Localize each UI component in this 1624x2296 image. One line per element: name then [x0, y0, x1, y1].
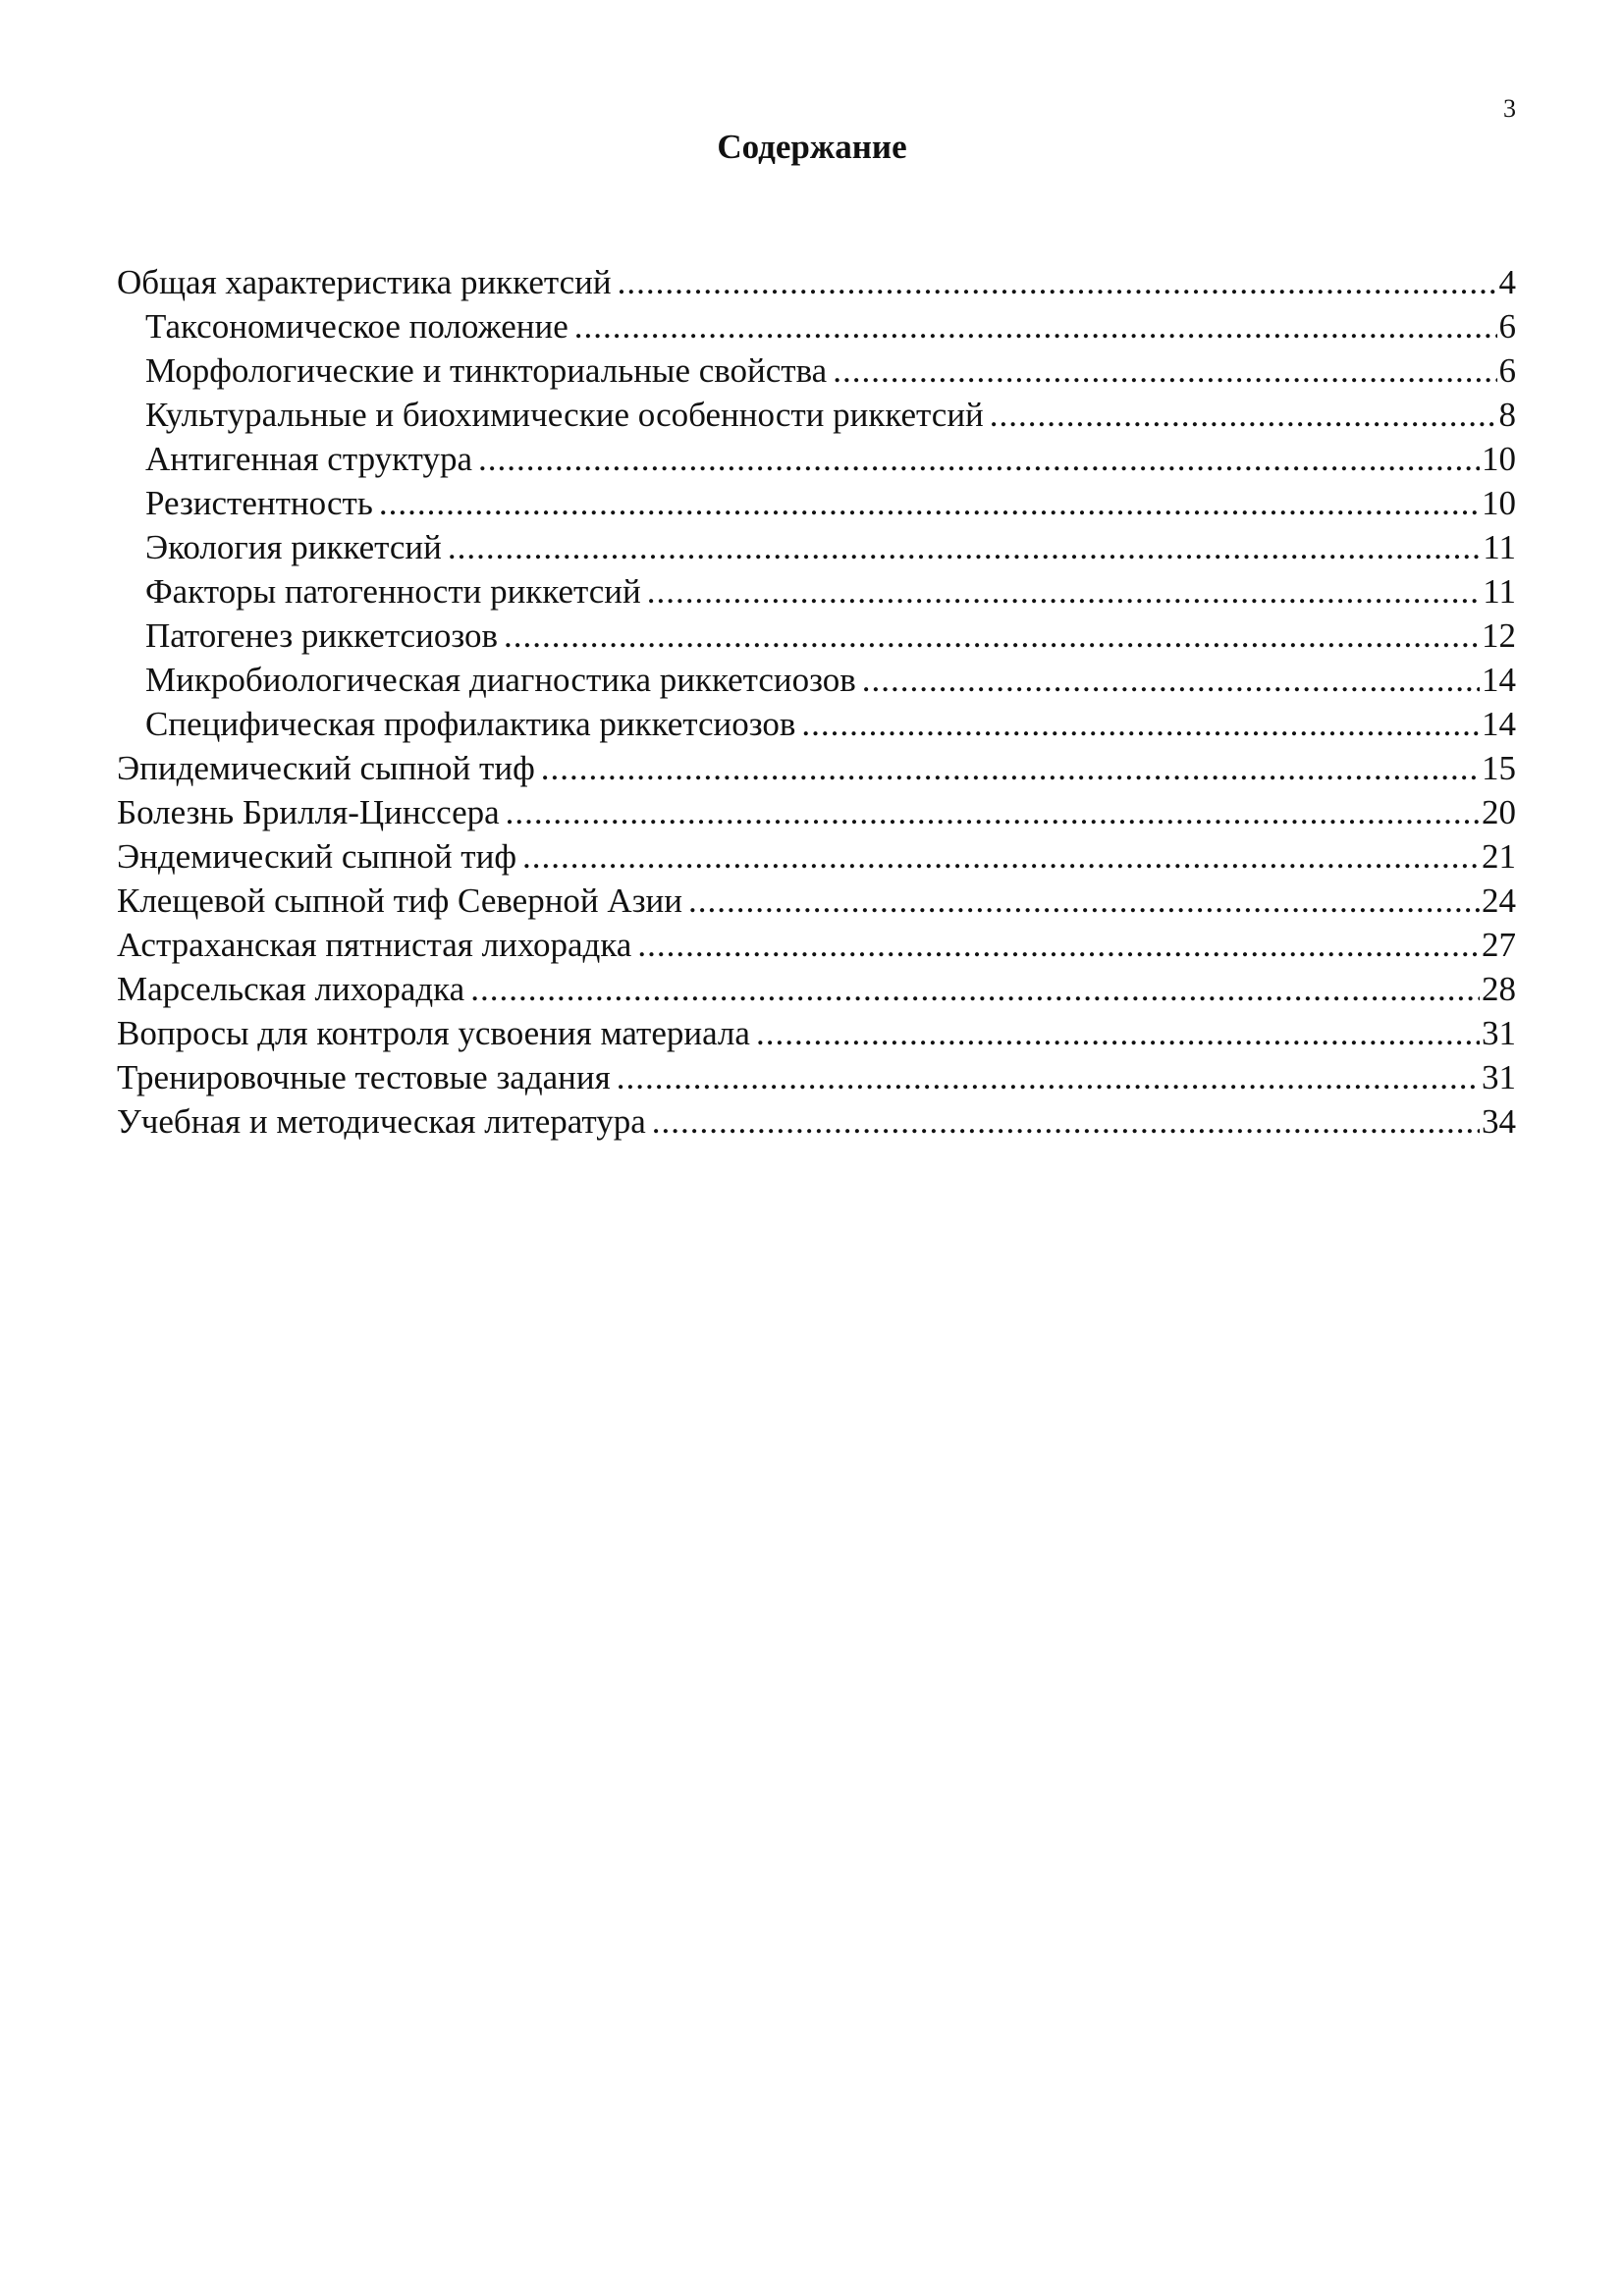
- toc-entry-label: Патогенез риккетсиозов: [145, 616, 498, 655]
- toc-entry-label: Специфическая профилактика риккетсиозов: [145, 705, 796, 743]
- toc-entry[interactable]: [117, 1011, 1516, 1055]
- toc-entry-page: 31: [1482, 1058, 1516, 1096]
- toc-entry-page: 31: [1482, 1014, 1516, 1052]
- toc-entry-label: Тренировочные тестовые задания: [117, 1058, 611, 1096]
- toc-dot-leader: [574, 304, 1497, 348]
- toc-entry[interactable]: [117, 304, 1516, 348]
- toc-entry-page: 4: [1498, 263, 1516, 301]
- toc-entry-label: Резистентность: [145, 484, 373, 522]
- toc-entry-label: Микробиологическая диагностика риккетсиозов: [145, 661, 856, 699]
- toc-entry-page: 11: [1483, 572, 1516, 611]
- toc-dot-leader: [478, 437, 1480, 481]
- toc-entry[interactable]: [117, 790, 1516, 834]
- toc-entry-page: 6: [1498, 351, 1516, 390]
- toc-dot-leader: [688, 879, 1480, 923]
- toc-entry[interactable]: [117, 702, 1516, 746]
- toc-entry-label: Учебная и методическая литература: [117, 1102, 646, 1141]
- toc-entry-page: 24: [1482, 881, 1516, 920]
- toc-entry[interactable]: [117, 834, 1516, 879]
- toc-entry[interactable]: [117, 1055, 1516, 1099]
- toc-dot-leader: [448, 525, 1481, 569]
- toc-entry-page: 20: [1482, 793, 1516, 831]
- toc-entry[interactable]: [117, 658, 1516, 702]
- page-number: 3: [1503, 94, 1516, 123]
- toc-entry-page: 28: [1482, 970, 1516, 1008]
- toc-entry-label: Факторы патогенности риккетсий: [145, 572, 641, 611]
- toc-entry[interactable]: [117, 967, 1516, 1011]
- toc-entry-label: Клещевой сыпной тиф Северной Азии: [117, 881, 682, 920]
- page-title: Содержание: [717, 128, 907, 166]
- toc-entry-label: Общая характеристика риккетсий: [117, 263, 612, 301]
- toc-entry-page: 10: [1482, 484, 1516, 522]
- toc-dot-leader: [618, 260, 1497, 304]
- toc-entry[interactable]: [117, 481, 1516, 525]
- toc-entry-page: 12: [1482, 616, 1516, 655]
- toc-entry[interactable]: [117, 746, 1516, 790]
- toc-entry[interactable]: [117, 525, 1516, 569]
- toc-entry-label: Марсельская лихорадка: [117, 970, 465, 1008]
- toc-entry[interactable]: [117, 569, 1516, 614]
- toc-entry[interactable]: [117, 614, 1516, 658]
- toc-entry-label: Болезнь Брилля-Цинссера: [117, 793, 500, 831]
- toc-entry[interactable]: [117, 260, 1516, 304]
- toc-entry-label: Морфологические и тинкториальные свойства: [145, 351, 828, 390]
- toc-entry-page: 34: [1482, 1102, 1516, 1141]
- toc-entry[interactable]: [117, 393, 1516, 437]
- toc-entry[interactable]: [117, 437, 1516, 481]
- toc-dot-leader: [470, 967, 1480, 1011]
- toc-entry-page: 6: [1498, 307, 1516, 346]
- toc-dot-leader: [647, 569, 1482, 614]
- toc-dot-leader: [756, 1011, 1480, 1055]
- toc-entry-label: Таксономическое положение: [145, 307, 568, 346]
- toc-entry-page: 8: [1498, 396, 1516, 434]
- toc-entry-label: Культуральные и биохимические особенности риккетсий: [145, 396, 984, 434]
- toc-entry-page: 14: [1482, 705, 1516, 743]
- table-of-contents: [117, 260, 1516, 1144]
- toc-entry[interactable]: [117, 923, 1516, 967]
- toc-entry[interactable]: [117, 1099, 1516, 1144]
- toc-dot-leader: [833, 348, 1496, 393]
- toc-dot-leader: [506, 790, 1480, 834]
- toc-dot-leader: [541, 746, 1480, 790]
- toc-entry-page: 27: [1482, 926, 1516, 964]
- toc-entry-label: Антигенная структура: [145, 440, 473, 478]
- toc-dot-leader: [990, 393, 1497, 437]
- toc-dot-leader: [504, 614, 1480, 658]
- toc-entry-label: Эндемический сыпной тиф: [117, 837, 517, 876]
- toc-entry-label: Эпидемический сыпной тиф: [117, 749, 535, 787]
- toc-dot-leader: [379, 481, 1480, 525]
- toc-dot-leader: [637, 923, 1480, 967]
- toc-dot-leader: [862, 658, 1480, 702]
- toc-entry-label: Вопросы для контроля усвоения материала: [117, 1014, 750, 1052]
- toc-dot-leader: [522, 834, 1480, 879]
- toc-entry-page: 15: [1482, 749, 1516, 787]
- toc-entry[interactable]: [117, 348, 1516, 393]
- toc-dot-leader: [801, 702, 1480, 746]
- toc-entry-label: Астраханская пятнистая лихорадка: [117, 926, 632, 964]
- toc-dot-leader: [617, 1055, 1480, 1099]
- toc-entry-page: 21: [1482, 837, 1516, 876]
- toc-entry-page: 10: [1482, 440, 1516, 478]
- toc-dot-leader: [652, 1099, 1480, 1144]
- toc-entry-page: 14: [1482, 661, 1516, 699]
- toc-entry-label: Экология риккетсий: [145, 528, 442, 566]
- toc-entry[interactable]: [117, 879, 1516, 923]
- toc-entry-page: 11: [1483, 528, 1516, 566]
